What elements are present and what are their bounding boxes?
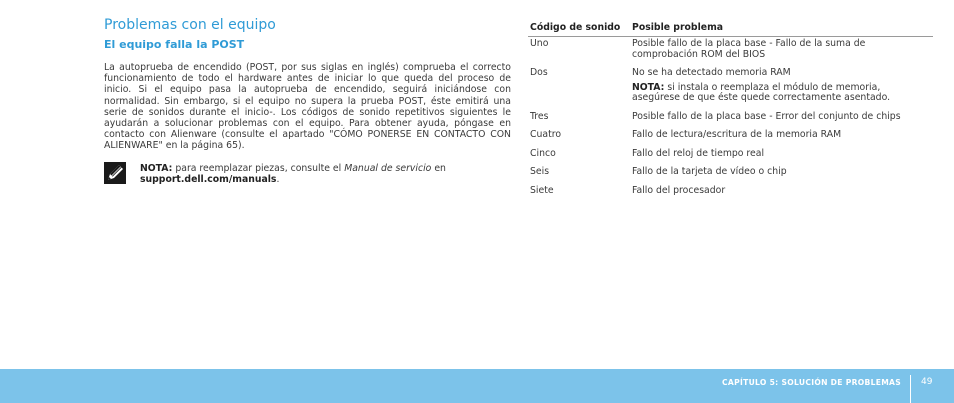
row-note-text: si instala o reemplaza el módulo de memoria, asegúrese de que éste quede correctamente asentado. [632,81,891,103]
table-row [528,37,933,67]
table-header-row [528,21,933,37]
section-subtitle: El equipo falla la POST [104,38,245,51]
header-code: Código de sonido [528,21,630,37]
table-row [528,147,933,166]
beep-code-cell: Cinco [530,147,556,159]
post-description-paragraph: La autoprueba de encendido (POST, por sus siglas en inglés) comprueba el correcto funcionamiento de todo el hardware antes de iniciar lo que queda del proceso de inicio. Si el equipo pasa la autoprueba de encendido, seguirá iniciándose con normalidad. Sin embargo, si el equipo no supera la prueba POST, éste emitirá una serie de sonidos durante el inicio-. Los códigos de sonido repetitivos siguientes le ayudarán a solucionar problemas con el equipo. Para obtener ayuda, póngase en contacto con Alienware (consulte el apartado "CÓMO PONERSE EN CONTACTO CON ALIENWARE" en la página 65). [104,62,511,152]
beep-code-cell: Seis [530,166,550,177]
note-text-after: . [276,174,280,186]
support-link[interactable]: support.dell.com/manuals [140,174,277,186]
problem-cell: Posible fallo de la placa base - Error del conjunto de chips [632,110,901,122]
table-row [528,184,933,203]
table-row [528,128,933,147]
note-label: NOTA: [140,162,173,174]
problem-cell: Fallo del reloj de tiempo real [632,147,765,159]
table-row [528,165,933,184]
problem-text: No se ha detectado memoria RAM [632,67,791,78]
service-manual-title: Manual de servicio [344,162,432,174]
note-block [104,162,511,186]
beep-code-cell: Uno [530,38,549,49]
problem-cell: Posible fallo de la placa base - Fallo de la suma de comprobación ROM del BIOS [632,38,866,60]
note-text-before: para reemplazar piezas, consulte el [172,162,345,174]
beep-code-table [528,21,933,202]
problem-cell: Fallo de la tarjeta de vídeo o chip [632,166,787,177]
beep-code-cell: Tres [530,110,549,122]
page-number: 49 [921,377,933,387]
note-text-middle: en [431,162,446,174]
header-problem: Posible problema [630,21,933,37]
row-note [632,83,931,104]
left-column [104,16,511,185]
note-text [140,163,511,186]
footer-bar [0,369,954,403]
row-note-label: NOTA: [632,81,665,93]
pencil-note-icon [104,162,126,184]
footer-chapter-title: CAPÍTULO 5: SOLUCIÓN DE PROBLEMAS [722,378,901,387]
problem-cell [630,66,933,110]
problem-cell: Fallo del procesador [632,184,726,196]
footer-divider [910,375,911,403]
section-title: Problemas con el equipo [104,17,276,33]
beep-code-cell: Siete [530,184,554,196]
beep-code-cell: Cuatro [530,129,562,140]
problem-cell: Fallo de lectura/escritura de la memoria RAM [632,129,842,140]
right-column [528,21,933,202]
beep-code-cell: Dos [530,67,548,78]
table-row [528,110,933,129]
table-row [528,66,933,110]
